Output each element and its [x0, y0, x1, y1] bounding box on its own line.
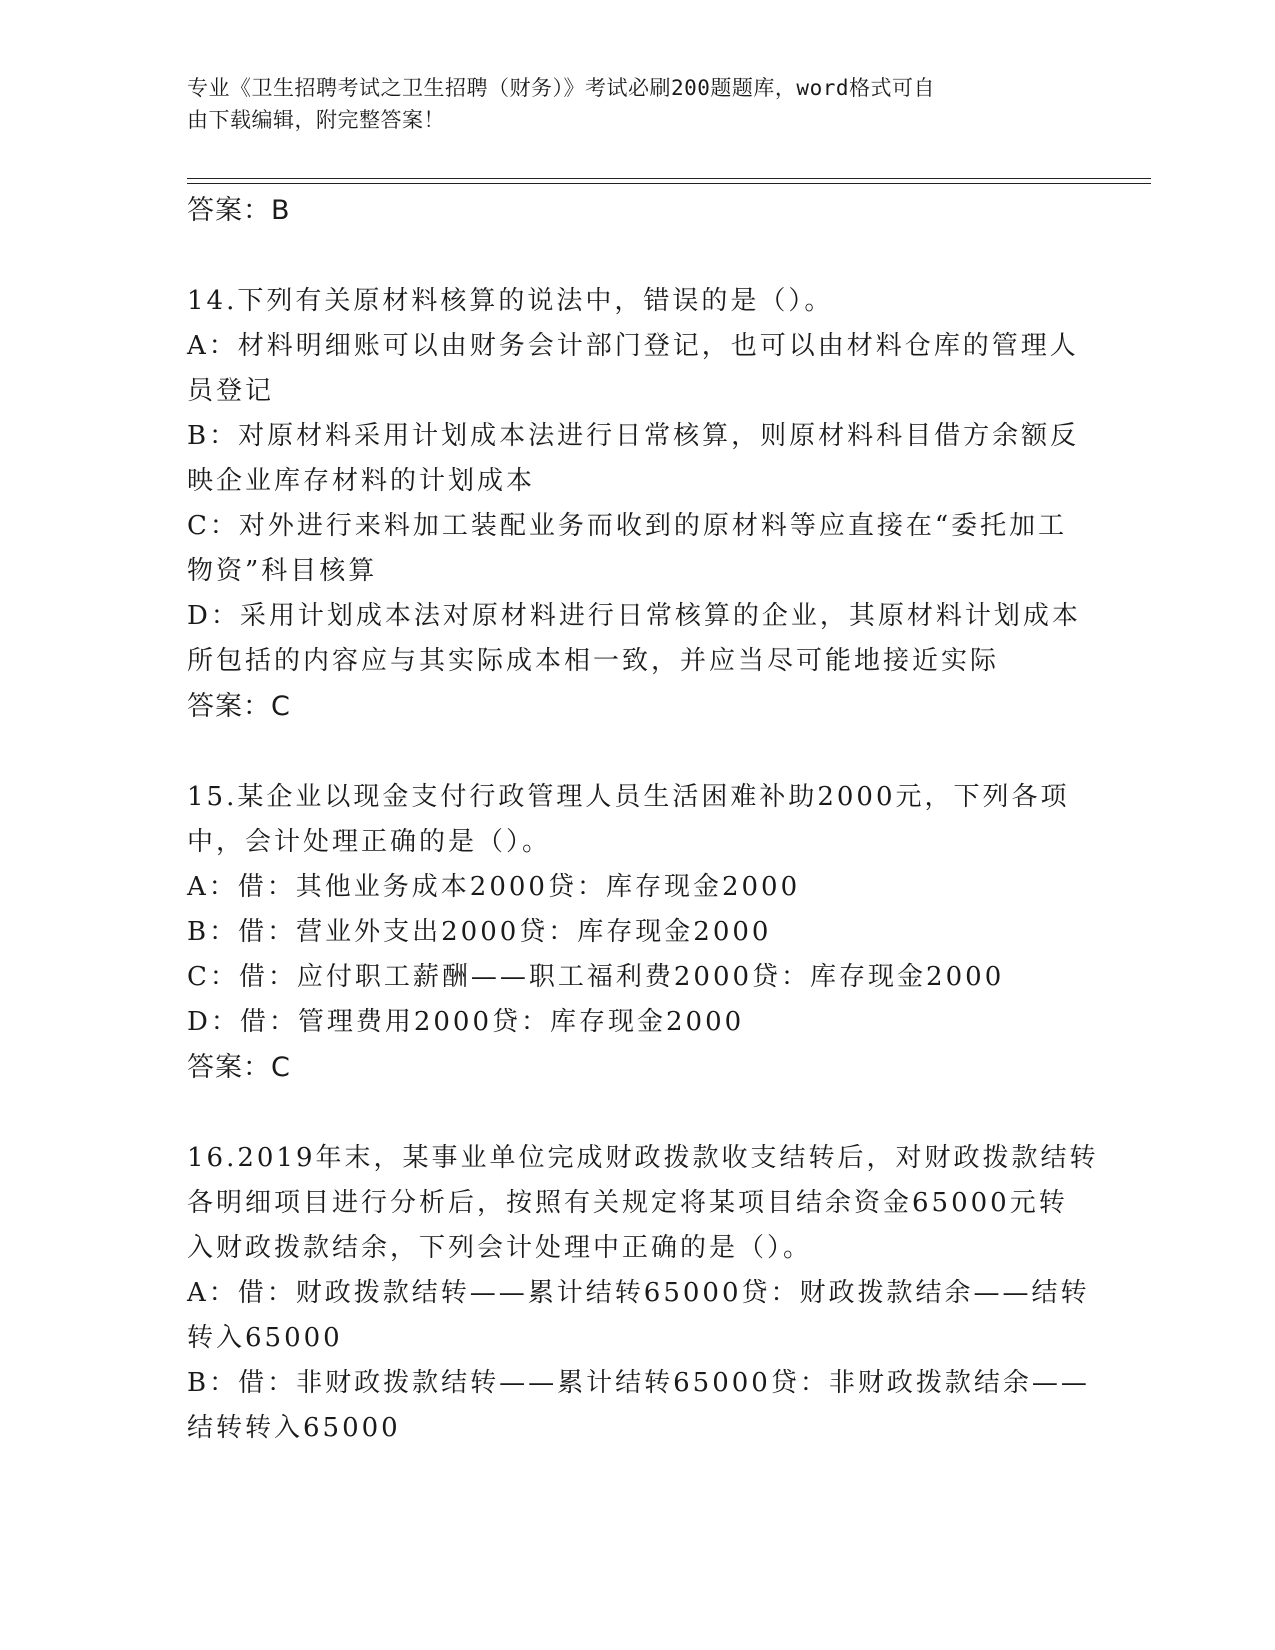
answer: 答案：C	[187, 1052, 291, 1083]
header-divider-bottom	[187, 183, 1151, 184]
question-15	[187, 775, 1087, 1090]
previous-answer: 答案：B	[187, 195, 291, 226]
document-header	[187, 72, 1067, 136]
question-stem: 14.下列有关原材料核算的说法中，错误的是（）。	[187, 286, 834, 316]
question-stem-continued: 各明细项目进行分析后，按照有关规定将某项目结余资金65000元转	[187, 1188, 1068, 1218]
option-d-continued: 所包括的内容应与其实际成本相一致，并应当尽可能地接近实际	[187, 646, 1000, 676]
header-line-2: 由下载编辑，附完整答案！	[187, 108, 445, 132]
option-b: B：对原材料采用计划成本法进行日常核算，则原材料科目借方余额反	[187, 421, 1080, 451]
option-c-continued: 物资”科目核算	[187, 556, 378, 586]
document-body	[187, 188, 1099, 1451]
header-divider-top	[187, 178, 1151, 179]
question-stem-continued: 中，会计处理正确的是（）。	[187, 827, 552, 857]
option-a: A：借：财政拨款结转——累计结转65000贷：财政拨款结余——结转	[187, 1278, 1090, 1308]
option-a-continued: 转入65000	[187, 1323, 343, 1353]
spacer	[187, 233, 1087, 279]
header-line-1: 专业《卫生招聘考试之卫生招聘（财务）》考试必刷200题题库，word格式可自	[187, 76, 935, 100]
option-b-continued: 结转转入65000	[187, 1413, 401, 1443]
option-d: D：借：管理费用2000贷：库存现金2000	[187, 1007, 745, 1037]
question-14	[187, 279, 1087, 729]
option-d: D：采用计划成本法对原材料进行日常核算的企业，其原材料计划成本	[187, 601, 1081, 631]
option-c: C：借：应付职工薪酬——职工福利费2000贷：库存现金2000	[187, 962, 1005, 992]
option-b: B：借：非财政拨款结转——累计结转65000贷：非财政拨款结余——	[187, 1368, 1090, 1398]
option-a: A：借：其他业务成本2000贷：库存现金2000	[187, 872, 801, 902]
spacer	[187, 1090, 1087, 1136]
option-a: A：材料明细账可以由财务会计部门登记，也可以由材料仓库的管理人	[187, 331, 1079, 361]
question-16	[187, 1136, 1099, 1451]
option-c: C：对外进行来料加工装配业务而收到的原材料等应直接在“委托加工	[187, 511, 1068, 541]
option-a-continued: 员登记	[187, 376, 275, 406]
question-stem-continued: 入财政拨款结余，下列会计处理中正确的是（）。	[187, 1233, 813, 1263]
question-stem: 15.某企业以现金支付行政管理人员生活困难补助2000元，下列各项	[187, 782, 1070, 812]
option-b: B：借：营业外支出2000贷：库存现金2000	[187, 917, 772, 947]
question-stem: 16.2019年末，某事业单位完成财政拨款收支结转后，对财政拨款结转	[187, 1143, 1099, 1173]
answer: 答案：C	[187, 691, 291, 722]
spacer	[187, 729, 1087, 775]
option-b-continued: 映企业库存材料的计划成本	[187, 466, 536, 496]
